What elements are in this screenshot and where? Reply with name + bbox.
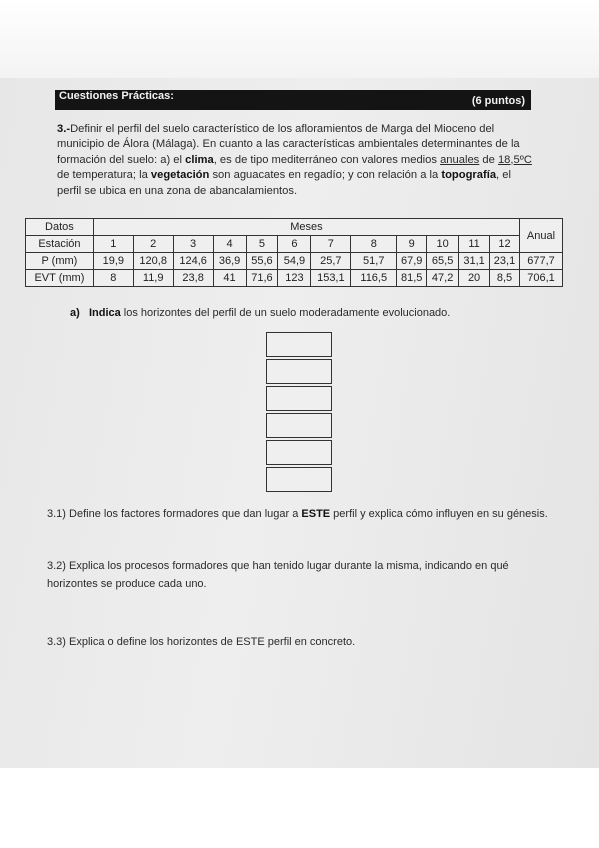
question-number: 3.- <box>57 123 71 135</box>
horizon-box[interactable] <box>266 332 332 357</box>
month-header-cell: 8 <box>351 236 397 253</box>
table-cell: 19,9 <box>93 253 133 270</box>
question-a <box>70 307 450 319</box>
table-cell: 8 <box>93 270 133 287</box>
table-row <box>26 270 563 287</box>
table-cell: 123 <box>278 270 311 287</box>
table-header-row-2 <box>26 236 563 253</box>
month-header-cell: 2 <box>133 236 173 253</box>
question-3-1-keyword: ESTE <box>301 508 331 520</box>
table-cell: 31,1 <box>459 253 490 270</box>
table-cell: 81,5 <box>397 270 427 287</box>
question-3-2-text: Explica los procesos formadores que han tenido lugar durante la misma, indicando en qué horizontes se produce cada uno. <box>47 560 509 590</box>
month-header-cell: 10 <box>427 236 459 253</box>
datos-header: Datos <box>26 219 94 236</box>
table-cell: 51,7 <box>351 253 397 270</box>
row-label: P (mm) <box>26 253 94 270</box>
month-header-cell: 12 <box>490 236 520 253</box>
month-header-cell: 6 <box>278 236 311 253</box>
month-header-cell: 9 <box>397 236 427 253</box>
month-header-cell: 3 <box>173 236 213 253</box>
statement-text: son aguacates en regadío; y con relación a la <box>209 169 442 182</box>
table-cell: 23,1 <box>490 253 520 270</box>
month-header-cell: 1 <box>93 236 133 253</box>
estacion-header: Estación <box>26 236 94 253</box>
table-cell: 8,5 <box>490 270 520 287</box>
table-cell: 120,8 <box>133 253 173 270</box>
table-cell: 20 <box>459 270 490 287</box>
underlined-anuales: anuales <box>440 153 480 166</box>
horizon-profile-diagram <box>266 332 332 494</box>
table-cell: 153,1 <box>311 270 351 287</box>
climate-data-table <box>25 218 563 287</box>
table-row <box>26 253 563 270</box>
table-cell: 47,2 <box>427 270 459 287</box>
anual-cell: 706,1 <box>519 270 562 287</box>
statement-text: de temperatura; la <box>57 169 151 182</box>
table-cell: 116,5 <box>351 270 397 287</box>
section-header <box>55 90 531 110</box>
keyword-clima: clima <box>185 153 214 166</box>
question-3-1-text-end: perfil y explica cómo influyen en su génesis. <box>330 508 548 520</box>
page-bottom-margin <box>0 768 599 848</box>
table-cell: 65,5 <box>427 253 459 270</box>
question-3-3-marker: 3.3) <box>47 636 66 648</box>
month-header-cell: 11 <box>459 236 490 253</box>
question-3-1-text: Define los factores formadores que dan lugar a <box>65 508 302 520</box>
month-header-cell: 7 <box>311 236 351 253</box>
table-cell: 25,7 <box>311 253 351 270</box>
question-3-statement <box>57 122 535 199</box>
statement-text: , es de tipo mediterráneo con valores medios <box>213 153 441 166</box>
question-a-marker: a) <box>70 307 80 319</box>
statement-text: Definir el perfil del suelo característico de los afloramientos de Marga del Mioceno del municipio de Álora (Málaga). En cuanto a las características ambientales determinantes de la formación del suelo: a) el <box>57 123 520 166</box>
table-cell: 71,6 <box>246 270 278 287</box>
horizon-box[interactable] <box>266 386 332 411</box>
underlined-temperature: 18,5ºC <box>497 153 532 166</box>
question-3-3-text: Explica o define los horizontes de ESTE perfil en concreto. <box>65 636 356 648</box>
section-title: Cuestiones Prácticas: <box>59 90 174 102</box>
horizon-box[interactable] <box>266 413 332 438</box>
question-3-2 <box>47 557 557 593</box>
keyword-vegetacion: vegetación <box>150 169 210 182</box>
horizon-box[interactable] <box>266 359 332 384</box>
table-cell: 36,9 <box>213 253 246 270</box>
horizon-box[interactable] <box>266 440 332 465</box>
table-cell: 11,9 <box>133 270 173 287</box>
question-3-3 <box>47 633 557 651</box>
table-cell: 54,9 <box>278 253 311 270</box>
month-header-cell: 4 <box>213 236 246 253</box>
month-header-cell: 5 <box>246 236 278 253</box>
question-3-1-marker: 3.1) <box>47 508 66 520</box>
page-top-margin <box>0 0 599 78</box>
table-cell: 124,6 <box>173 253 213 270</box>
table-cell: 55,6 <box>246 253 278 270</box>
table-cell: 23,8 <box>173 270 213 287</box>
row-label: EVT (mm) <box>26 270 94 287</box>
keyword-topografia: topografía <box>441 169 497 182</box>
table-cell: 67,9 <box>397 253 427 270</box>
anual-cell: 677,7 <box>519 253 562 270</box>
anual-header: Anual <box>519 219 562 253</box>
question-a-text: los horizontes del perfil de un suelo moderadamente evolucionado. <box>120 307 451 319</box>
horizon-box[interactable] <box>266 467 332 492</box>
question-3-2-marker: 3.2) <box>47 560 66 572</box>
statement-text: de <box>479 153 498 166</box>
question-3-1 <box>47 505 557 523</box>
question-a-keyword: Indica <box>88 307 121 319</box>
section-points: (6 puntos) <box>471 95 525 107</box>
statement-text: , el perfil se ubica en una zona de abancalamientos. <box>57 169 511 197</box>
table-header-row-1 <box>26 219 563 236</box>
meses-header: Meses <box>93 219 519 236</box>
table-cell: 41 <box>213 270 246 287</box>
